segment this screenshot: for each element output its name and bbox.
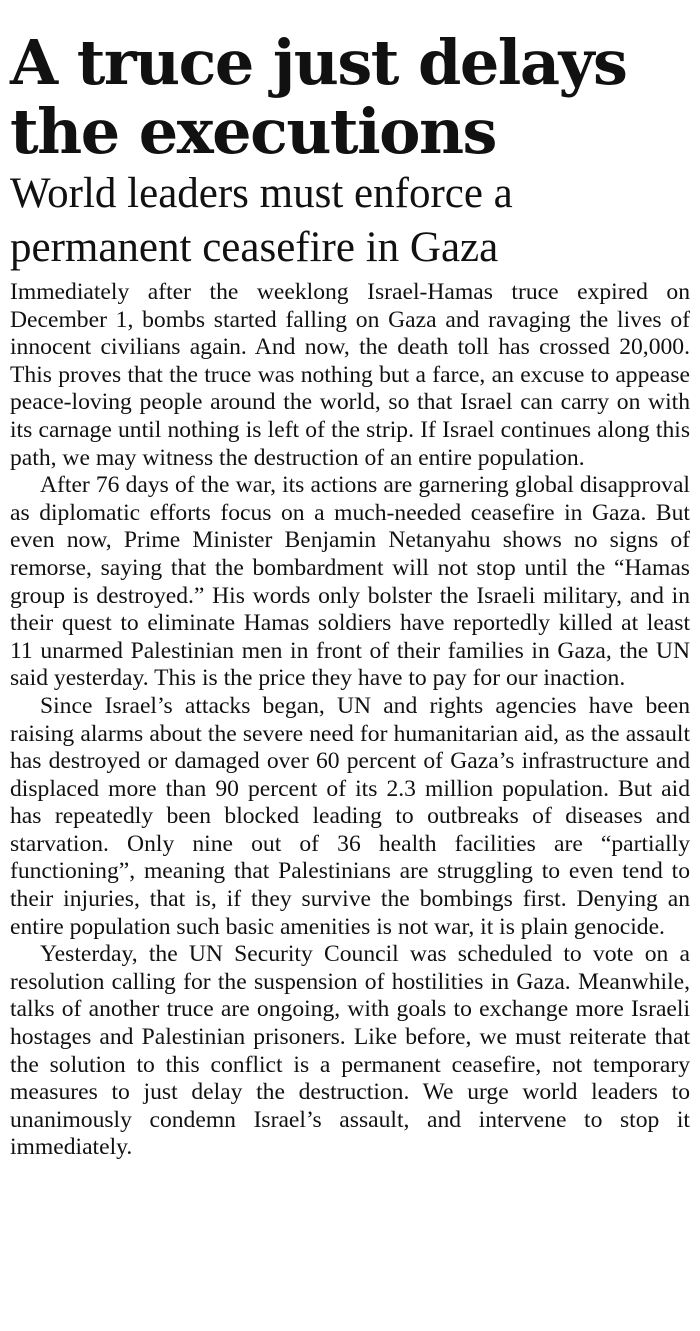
article-body — [10, 279, 690, 1162]
body-paragraph-2: After 76 days of the war, its actions are garnering global disapproval as diplomatic efforts focus on a much-needed ceasefire in Gaza. But even now, Prime Minister Benjamin Netanyahu shows no signs of remorse, saying that the bombardment will not stop until the “Hamas group is destroyed.” His words only bolster the Israeli military, and in their quest to eliminate Hamas soldiers have reportedly killed at least 11 unarmed Palestinian men in front of their families in Gaza, the UN said yesterday. This is the price they have to pay for our inaction. — [10, 472, 690, 692]
body-paragraph-4: Yesterday, the UN Security Council was scheduled to vote on a resolution calling for the suspension of hostilities in Gaza. Meanwhile, talks of another truce are ongoing, with goals to exchange more Israeli hostages and Palestinian prisoners. Like before, we must reiterate that the solution to this conflict is a permanent ceasefire, not temporary measures to just delay the destruction. We urge world leaders to unanimously condemn Israel’s assault, and intervene to stop it immediately. — [10, 941, 690, 1161]
article — [10, 28, 690, 1162]
body-paragraph-3: Since Israel’s attacks began, UN and rights agencies have been raising alarms about the severe need for humanitarian aid, as the assault has destroyed or damaged over 60 percent of Gaza’s infrastructure and displaced more than 90 percent of its 2.3 million population. But aid has repeatedly been blocked leading to outbreaks of diseases and starvation. Only nine out of 36 health facilities are “partially functioning”, meaning that Palestinians are struggling to even tend to their injuries, that is, if they survive the bombings first. Denying an entire population such basic amenities is not war, it is plain genocide. — [10, 692, 690, 940]
subheadline: World leaders must enforce a permanent ceasefire in Gaza — [10, 170, 513, 271]
headline: A truce just delays the executions — [10, 26, 627, 168]
body-paragraph-1: Immediately after the weeklong Israel-Hamas truce expired on December 1, bombs started falling on Gaza and ravaging the lives of innocent civilians again. And now, the death toll has crossed 20,000. This proves that the truce was nothing but a farce, an excuse to appease peace-loving people around the world, so that Israel can carry on with its carnage until nothing is left of the strip. If Israel continues along this path, we may witness the destruction of an entire population. — [10, 279, 690, 471]
